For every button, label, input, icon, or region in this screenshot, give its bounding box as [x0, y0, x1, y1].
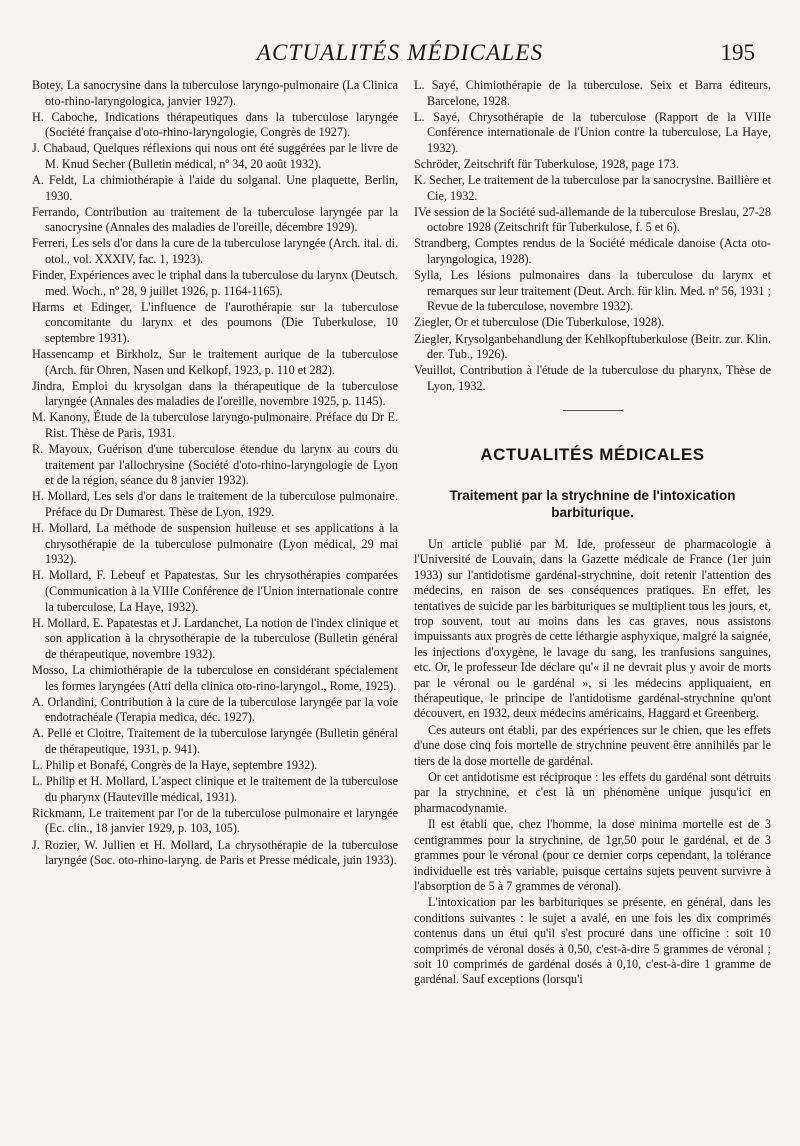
reference-item: Jindra, Emploi du krysolgan dans la thérapeutique de la tuberculose laryngée (Annales des maladies de l'oreille, novembre 1925, p. 1145).	[32, 378, 398, 409]
section-divider	[563, 410, 623, 411]
reference-item: H. Mollard, E. Papatestas et J. Lardanchet, La notion de l'index clinique et son application à la chrysothérapie de la tuberculose (Bulletin général de thérapeutique, novembre 1932).	[32, 615, 398, 661]
reference-item: Strandberg, Comptes rendus de la Société médicale danoise (Acta oto-laryngologica, 1928).	[414, 236, 771, 267]
reference-item: Schröder, Zeitschrift für Tuberkulose, 1928, page 173.	[414, 156, 679, 171]
reference-item: A. Orlandini, Contribution à la cure de la tuberculose laryngée par la voie endotrachéale (Terapia medica, déc. 1927).	[32, 694, 398, 725]
reference-item: A. Feldt, La chimiothérapie à l'aide du solganal. Une plaquette, Berlin, 1930.	[32, 173, 398, 203]
reference-item: IVe session de la Société sud-allemande de la tuberculose Breslau, 27-28 octobre 1928 (Zeitschrift für Tuberkulose, f. 5 et 6).	[414, 204, 771, 235]
reference-item: Ziegler, Krysolganbehandlung der Kehlkopftuberkulose (Beitr. zur. Klin. der. Tub., 1926).	[414, 331, 771, 362]
reference-item: L. Philip et Bonafé, Congrès de la Haye, septembre 1932).	[32, 758, 318, 773]
reference-item: Ferreri, Les sels d'or dans la cure de la tuberculose laryngée (Arch. ital. di. otol., vol. XXXIV, fac. 1, 1923).	[32, 236, 398, 267]
reference-item: Rickmann, Le traitement par l'or de la tuberculose pulmonaire et laryngée (Ec. clin., 18 janvier 1929, p. 103, 105).	[32, 805, 398, 836]
reference-item: Hassencamp et Birkholz, Sur le traitement aurique de la tuberculose (Arch. für Ohren, Nasen und Kelkopf, 1923, p. 110 et 282).	[32, 347, 398, 377]
article-paragraph: Il est établi que, chez l'homme, la dose minima mortelle est de 3 centigrammes pour la strychnine, de 1gr,50 pour le gardénal, et de 3 grammes pour le véronal (pour ce dernier corps cependant, la tolérance individuelle est très variable, puisque certains sujets peuvent survivre à l'absorption de 5 à 7 grammes de véronal).	[414, 817, 771, 893]
article-paragraph: Un article publié par M. Ide, professeur de pharmacologie à l'Université de Louvain, dans la Gazette médicale de France (1er juin 1933) sur l'antidotisme gardénal-strychnine, doit retenir l'attention des médecins, en raison de ses conséquences pratiques. En effet, les tentatives de suicide par les barbituriques se multiplient tous les jours, et, trop souvent, tout au moins dans les cas graves, nous assistons impuissants aux progrès de cette léthargie asphyxique, malgré la saignée, les injections d'oxygène, le lavage du sang, les tranfusions sanguines, etc. Or, le professeur Ide déclare qu'« il ne devrait plus y avoir de morts par le véronal ou le gardénal », si les médecins appliquaient, en thérapeutique, le principe de l'antidotisme gardénal-strychnine qu'ont découvert, en 1932, deux médecins américains, Haggard et Greenberg.	[414, 536, 771, 721]
left-column	[32, 78, 398, 869]
reference-item: R. Mayoux, Guérison d'une tuberculose étendue du larynx au cours du traitement par l'allochrysine (Société d'oto-rhino-laryngologie de Lyon et de la région, séance du 8 janvier 1932).	[32, 442, 398, 488]
reference-item: K. Secher, Le traitement de la tuberculose par la sanocrysine. Baillière et Cie, 1932.	[414, 173, 771, 203]
reference-item: L. Sayé, Chrysothérapie de la tuberculose (Rapport de la VIIIe Conférence internationale de l'Union contre la tuberculose, La Haye, 1932).	[414, 109, 771, 155]
article-title: Traitement par la strychnine de l'intoxication barbiturique.	[449, 487, 736, 520]
reference-item: J. Rozier, W. Jullien et H. Mollard, La chrysothérapie de la tuberculose laryngée (Soc. oto-rhino-laryng. de Paris et Presse médicale, juin 1933).	[32, 837, 398, 868]
reference-item: Finder, Expériences avec le triphal dans la tuberculose du larynx (Deutsch. med. Woch., nº 28, 9 juillet 1926, p. 1164-1165).	[32, 268, 398, 298]
reference-item: H. Mollard, F. Lebeuf et Papatestas, Sur les chrysothérapies comparées (Communication à la VIIIe Conférence de l'Union internationale contre la tuberculose, La Haye, 1932).	[32, 568, 398, 614]
article-paragraph: Ces auteurs ont établi, par des expériences sur le chien, que les effets d'une dose cinq fois mortelle de strychnine peuvent être annihilés par le tiers de la dose mortelle de gardénal.	[414, 722, 771, 768]
reference-item: H. Caboche, Indications thérapeutiques dans la tuberculose laryngée (Société française d'oto-rhino-laryngologie, Congrès de 1927).	[32, 109, 398, 140]
reference-item: Mosso, La chimiothérapie de la tuberculose en considérant spécialement les formes laryngées (Atti della clinica oto-rino-laryngol., Rome, 1925).	[32, 662, 398, 693]
right-column	[414, 78, 771, 989]
reference-item: Harms et Edinger, L'influence de l'aurothérapie sur la tuberculose concomitante du larynx et des poumons (Die Tuberkulose, 10 septembre 1931).	[32, 299, 398, 345]
reference-item: Botey, La sanocrysine dans la tuberculose laryngo-pulmonaire (La Clinica oto-rhino-laryngologica, janvier 1927).	[32, 78, 398, 108]
article-paragraph: L'intoxication par les barbituriques se présente, en général, dans les conditions suivantes : le sujet a avalé, en une fois les dix comprimés contenus dans un étui qu'il s'est procuré dans une officine : soit 10 comprimés de véronal dosés à 0,50, c'est-à-dire 5 grammes de véronal ; soit 10 comprimés de gardénal dosés à 0,10, c'est-à-dire 1 gramme de gardénal. Sauf exceptions (lorsqu'i	[414, 895, 771, 987]
reference-item: L. Philip et H. Mollard, L'aspect clinique et le traitement de la tuberculose du pharynx (Hauteville médical, 1931).	[32, 774, 398, 804]
reference-item: L. Sayé, Chimiothérapie de la tuberculose. Seix et Barra éditeurs, Barcelone, 1928.	[414, 78, 771, 108]
reference-item: Veuillot, Contribution à l'étude de la tuberculose du pharynx, Thèse de Lyon, 1932.	[414, 363, 771, 393]
reference-item: Ferrando, Contribution au traitement de la tuberculose laryngée par la sanocrysine (Annales des maladies de l'oreille, décembre 1929).	[32, 204, 398, 235]
reference-item: M. Kanony, Étude de la tuberculose laryngo-pulmonaire. Préface du Dr E. Rist. Thèse de Paris, 1931.	[32, 410, 398, 441]
reference-item: H. Mollard, La méthode de suspension huileuse et ses applications à la chrysothérapie de la tuberculose pulmonaire (Lyon médical, 29 mai 1932).	[32, 521, 398, 567]
reference-item: A. Pellé et Cloitre, Traitement de la tuberculose laryngée (Bulletin général de thérapeutique, 1931, p. 941).	[32, 726, 398, 756]
reference-item: Ziegler, Or et tuberculose (Die Tuberkulose, 1928).	[414, 315, 665, 330]
reference-item: Sylla, Les lésions pulmonaires dans la tuberculose du larynx et remarques sur leur traitement (Deut. Arch. für klin. Med. nº 56, 1931 ; Revue de la tuberculose, novembre 1932).	[414, 268, 771, 314]
page-number: 195	[720, 40, 755, 65]
running-title: ACTUALITÉS MÉDICALES	[256, 40, 544, 65]
reference-item: H. Mollard, Les sels d'or dans le traitement de la tuberculose pulmonaire. Préface du Dr Dumarest. Thèse de Lyon, 1929.	[32, 489, 398, 520]
page-header	[0, 40, 800, 70]
section-title: ACTUALITÉS MÉDICALES	[480, 445, 705, 465]
reference-item: J. Chabaud, Quelques réflexions qui nous ont été suggérées par le livre de M. Knud Secher (Bulletin médical, nº 34, 20 août 1932).	[32, 141, 398, 171]
article-paragraph: Or cet antidotisme est réciproque : les effets du gardénal sont détruits par la strychnine, et c'est là un phénomène unique jusqu'ici en pharmacodynamie.	[414, 770, 771, 815]
